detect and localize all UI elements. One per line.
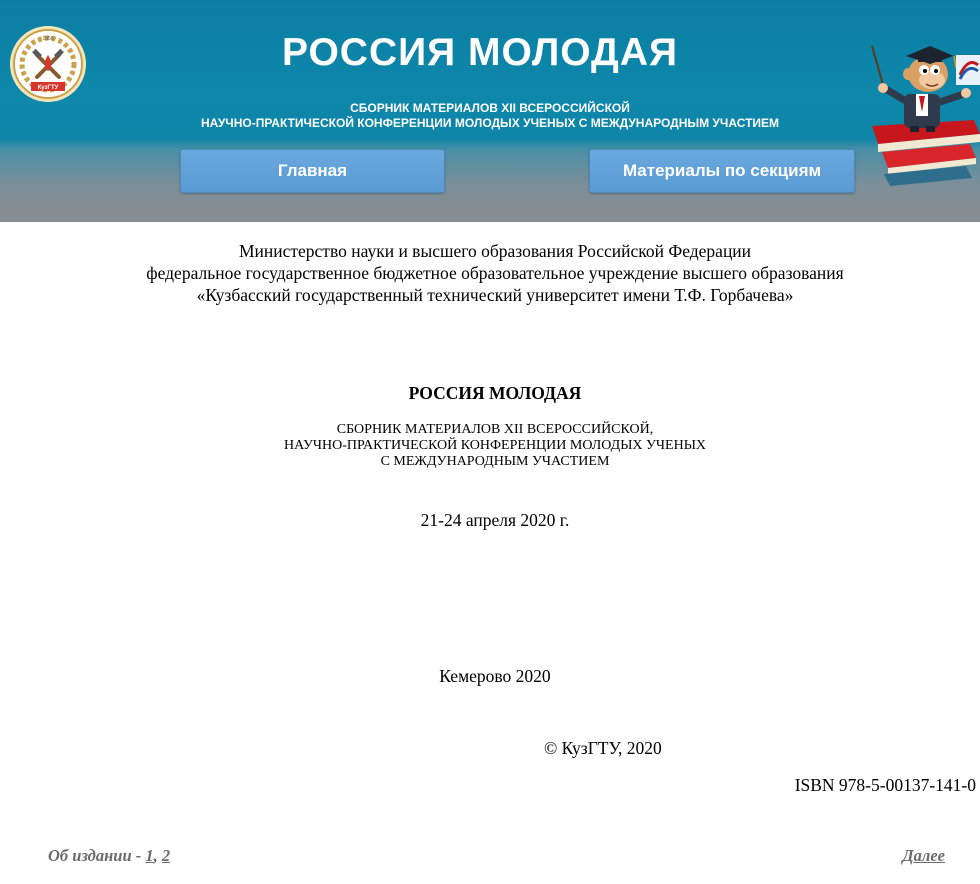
- nav-home-button[interactable]: Главная: [180, 149, 445, 193]
- partner-logo-icon: [956, 55, 980, 85]
- document-title: РОССИЯ МОЛОДАЯ: [408, 383, 582, 403]
- isbn-text: ISBN 978-5-00137-141-0: [794, 775, 976, 795]
- nav-sections-button[interactable]: Материалы по секциям: [589, 149, 855, 193]
- copyright-text: © КузГТУ, 2020: [544, 738, 662, 758]
- subtitle-line1: СБОРНИК МАТЕРИАЛОВ XII ВСЕРОССИЙСКОЙ,: [336, 422, 654, 437]
- org-line1: Министерство науки и высшего образования Российской Федерации: [238, 241, 752, 261]
- document-subtitle: [0, 422, 980, 470]
- logo-year: 1950: [42, 36, 54, 42]
- professor-mascot-icon: [866, 22, 980, 188]
- site-subtitle-line1: СБОРНИК МАТЕРИАЛОВ XII ВСЕРОССИЙСКОЙ: [350, 101, 630, 115]
- org-line2: федеральное государственное бюджетное образовательное учреждение высшего образования: [146, 263, 844, 283]
- conference-date: 21-24 апреля 2020 г.: [420, 510, 570, 530]
- site-subtitle-line2: НАУЧНО-ПРАКТИЧЕСКОЙ КОНФЕРЕНЦИИ МОЛОДЫХ УЧЕНЫХ С МЕЖДУНАРОДНЫМ УЧАСТИЕМ: [200, 116, 780, 130]
- subtitle-line3: С МЕЖДУНАРОДНЫМ УЧАСТИЕМ: [380, 454, 610, 469]
- about-edition: [48, 846, 170, 866]
- subtitle-line2: НАУЧНО-ПРАКТИЧЕСКОЙ КОНФЕРЕНЦИИ МОЛОДЫХ УЧЕНЫХ: [283, 438, 707, 453]
- org-line3: «Кузбасский государственный технический университет имени Т.Ф. Горбачева»: [196, 285, 794, 305]
- site-title: РОССИЯ МОЛОДАЯ: [281, 31, 679, 74]
- about-page-1-link[interactable]: 1: [145, 846, 154, 865]
- about-separator: ,: [153, 846, 162, 865]
- site-header: [0, 0, 980, 222]
- about-page-2-link[interactable]: 2: [161, 846, 171, 865]
- university-emblem-icon[interactable]: [9, 25, 87, 103]
- organization-block: [0, 240, 980, 306]
- site-subtitle: [80, 101, 900, 131]
- logo-text: КузГТУ: [37, 85, 59, 91]
- about-label: Об издании -: [48, 846, 146, 865]
- next-link[interactable]: Далее: [902, 846, 945, 865]
- publication-city: Кемерово 2020: [439, 666, 551, 686]
